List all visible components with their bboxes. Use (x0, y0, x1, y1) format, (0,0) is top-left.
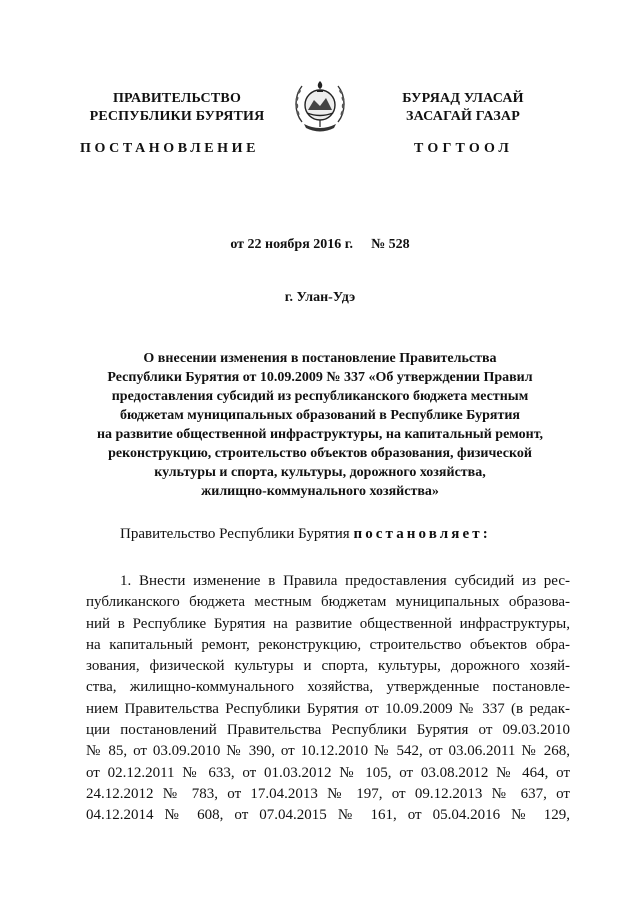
paragraph-line: 24.12.2012 № 783, от 17.04.2013 № 197, от 09.12.2013 № 637, от (86, 785, 570, 802)
decree-date: от 22 ноября 2016 г. (230, 237, 354, 252)
coat-of-arms-icon (290, 72, 350, 136)
paragraph-line: ции постановлений Правительства Республики Бурятия от 09.03.2010 (86, 722, 570, 739)
header-right-line-2: ЗАСАГАЙ ГАЗАР (405, 109, 520, 124)
paragraph-line: 04.12.2014 № 608, от 07.04.2015 № 161, от 05.04.2016 № 129, (86, 807, 570, 824)
decree-preamble (120, 526, 491, 543)
paragraph-line: зования, физической культуры и спорта, культуры, дорожного хозяй- (86, 658, 570, 675)
header-left-line-1: ПРАВИТЕЛЬСТВО (112, 91, 242, 106)
decree-title-line: реконструкцию, строительство объектов образования, физической (108, 446, 532, 461)
decree-title-line: бюджетам муниципальных образований в Республике Бурятия (120, 408, 520, 423)
decree-title (60, 349, 580, 501)
decree-title-line: Республики Бурятия от 10.09.2009 № 337 «Об утверждении Правил (107, 370, 533, 385)
paragraph-line: № 85, от 03.09.2010 № 390, от 10.12.2010 № 542, от 03.06.2011 № 268, (86, 743, 570, 760)
paragraph-line: ства, жилищно-коммунального хозяйства, утвержденные постановле- (86, 679, 570, 696)
preamble-resolves: постановляет: (353, 526, 491, 542)
header-right-line-1: БУРЯАД УЛАСАЙ (402, 91, 524, 106)
doc-kind-russian: ПОСТАНОВЛЕНИЕ (80, 141, 260, 156)
paragraph-line: публиканского бюджета местным бюджетам муниципальных образова- (86, 594, 570, 611)
decree-title-line: культуры и спорта, культуры, дорожного хозяйства, (154, 465, 486, 480)
decree-title-line: на развитие общественной инфраструктуры, на капитальный ремонт, (96, 427, 544, 442)
header-left-authority (72, 90, 282, 126)
doc-kind-buryat: ТОГТООЛ (414, 141, 514, 156)
paragraph-line: 1. Внести изменение в Правила предоставления субсидий из рес- (120, 573, 570, 589)
paragraph-line: ний в Республике Бурятия на развитие общественной инфраструктуры, (86, 615, 570, 632)
decree-title-line: О внесении изменения в постановление Правительства (143, 351, 497, 366)
decree-title-line: предоставления субсидий из республиканского бюджета местным (111, 389, 529, 404)
decree-title-line: жилищно-коммунального хозяйства» (201, 484, 439, 499)
decree-date-number (0, 237, 640, 253)
decree-paragraph-1 (86, 571, 570, 827)
preamble-text: Правительство Республики Бурятия (120, 526, 354, 542)
header-right-authority (358, 90, 568, 126)
decree-city: г. Улан-Удэ (284, 290, 356, 305)
paragraph-line: от 02.12.2011 № 633, от 01.03.2012 № 105, от 03.08.2012 № 464, от (86, 764, 570, 781)
header-left-line-2: РЕСПУБЛИКИ БУРЯТИЯ (89, 109, 265, 124)
paragraph-line: нием Правительства Республики Бурятия от 10.09.2009 № 337 (в редак- (86, 700, 570, 717)
decree-number: № 528 (371, 237, 410, 252)
paragraph-line: на капитальный ремонт, реконструкцию, строительство объектов обра- (86, 636, 570, 653)
